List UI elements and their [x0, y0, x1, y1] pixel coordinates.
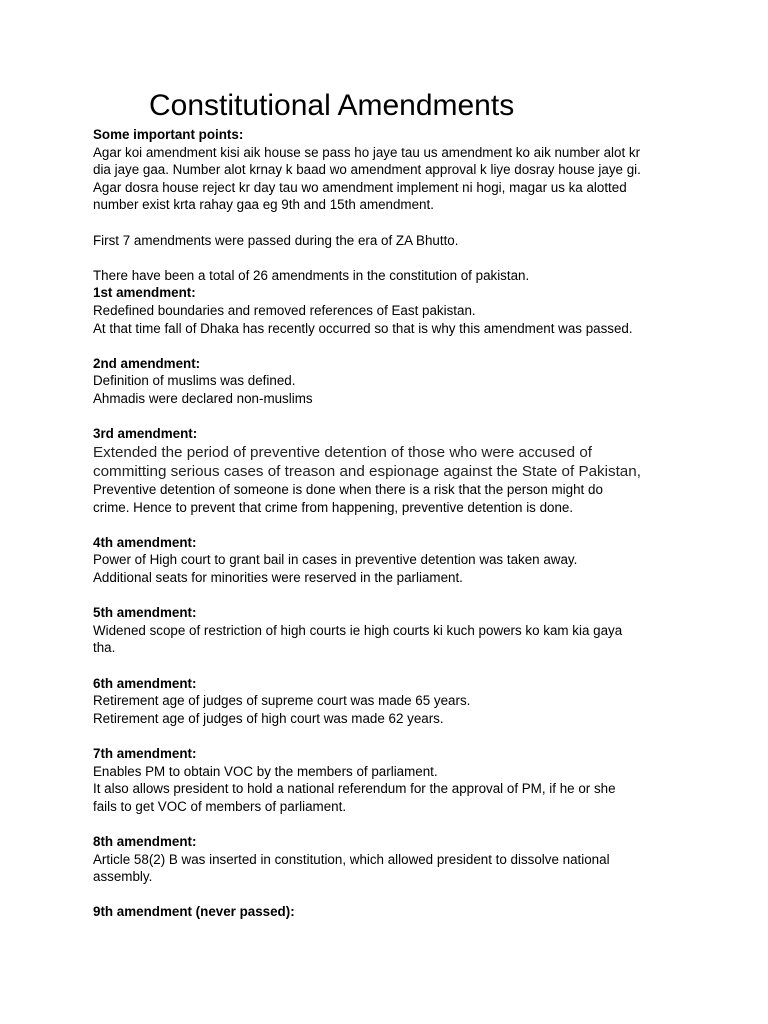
document-body	[93, 126, 693, 921]
amendment-5-text: tha.	[93, 640, 116, 656]
amendment-8-heading: 8th amendment:	[93, 833, 197, 849]
amendment-6-heading: 6th amendment:	[93, 675, 197, 691]
amendment-5-text: Widened scope of restriction of high courts ie high courts ki kuch powers ko kam kia gaya	[93, 622, 623, 638]
intro-line: Agar dosra house reject kr day tau wo amendment implement ni hogi, magar us ka alotted	[93, 179, 627, 195]
intro-line: Agar koi amendment kisi aik house se pass ho jaye tau us amendment ko aik number alot kr	[93, 144, 641, 160]
amendment-7-text: Enables PM to obtain VOC by the members of parliament.	[93, 763, 438, 779]
amendment-1-text: At that time fall of Dhaka has recently occurred so that is why this amendment was passed.	[93, 320, 633, 336]
intro-heading: Some important points:	[93, 127, 244, 142]
intro-line: dia jaye gaa. Number alot krnay k baad wo amendment approval k liye dosray house jaye gi.	[93, 162, 641, 178]
amendment-2-heading: 2nd amendment:	[93, 355, 201, 371]
total-amendments-note: There have been a total of 26 amendments in the constitution of pakistan.	[93, 267, 530, 283]
amendment-7-heading: 7th amendment:	[93, 746, 197, 761]
amendment-2-text: Ahmadis were declared non-muslims	[93, 390, 313, 406]
amendment-1-text: Redefined boundaries and removed references of East pakistan.	[93, 302, 476, 318]
amendment-8-text: assembly.	[93, 869, 153, 885]
document-title: Constitutional Amendments	[149, 89, 515, 122]
amendment-7-text: fails to get VOC of members of parliament.	[93, 798, 347, 814]
amendment-3-heading: 3rd amendment:	[93, 426, 198, 442]
amendment-3-highlight: Extended the period of preventive detention of those who were accused of	[93, 443, 592, 461]
amendment-3-text: crime. Hence to prevent that crime from happening, preventive detention is done.	[93, 499, 574, 515]
amendment-4-text: Power of High court to grant bail in cases in preventive detention was taken away.	[93, 552, 578, 568]
amendment-3-highlight: committing serious cases of treason and espionage against the State of Pakistan,	[93, 462, 641, 480]
amendment-8-text: Article 58(2) B was inserted in constitution, which allowed president to dissolve national	[93, 851, 610, 867]
amendment-2-text: Definition of muslims was defined.	[93, 373, 296, 389]
amendment-6-text: Retirement age of judges of supreme court was made 65 years.	[93, 693, 471, 709]
amendment-4-heading: 4th amendment:	[93, 534, 197, 550]
amendment-6-text: Retirement age of judges of high court was made 62 years.	[93, 710, 444, 726]
amendment-1-heading: 1st amendment:	[93, 285, 196, 301]
amendment-9-heading: 9th amendment (never passed):	[93, 904, 295, 920]
amendment-4-text: Additional seats for minorities were reserved in the parliament.	[93, 570, 463, 586]
amendment-7-text: It also allows president to hold a national referendum for the approval of PM, if he or she	[93, 781, 616, 797]
intro-line: number exist krta rahay gaa eg 9th and 15th amendment.	[93, 197, 434, 213]
amendment-5-heading: 5th amendment:	[93, 605, 197, 621]
amendment-3-text: Preventive detention of someone is done when there is a risk that the person might do	[93, 482, 603, 498]
bhutto-note: First 7 amendments were passed during the era of ZA Bhutto.	[93, 232, 459, 248]
